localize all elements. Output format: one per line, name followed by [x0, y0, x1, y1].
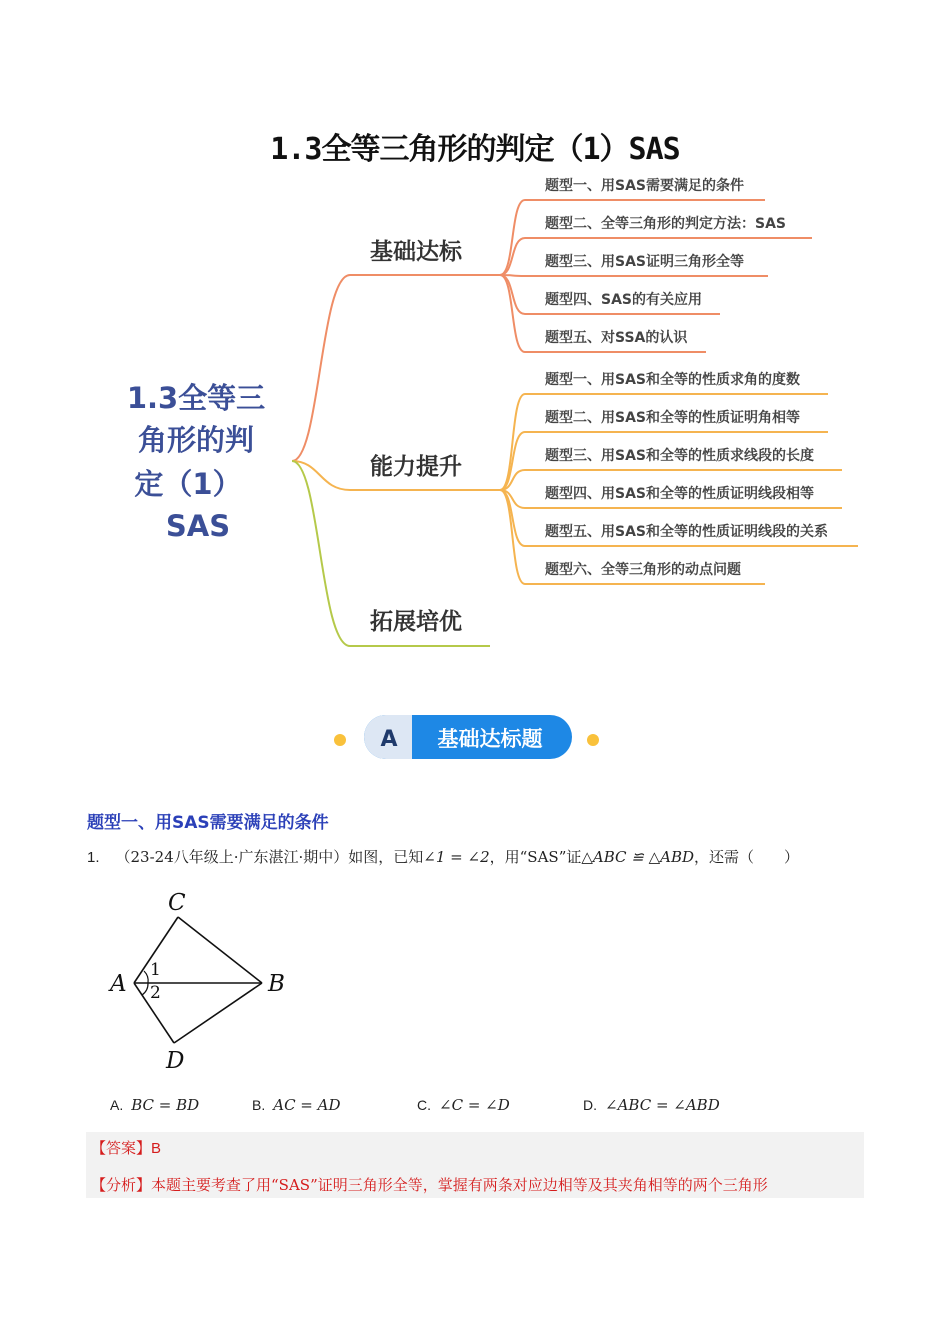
question-math-2: △ABC ≌ △ABD: [581, 848, 695, 866]
leaf-1-2: 题型二、全等三角形的判定方法：SAS: [545, 216, 787, 232]
question-text-3: ”证: [558, 848, 582, 866]
option-b[interactable]: [252, 1096, 341, 1114]
answer-options: [110, 1096, 870, 1120]
option-d[interactable]: [583, 1096, 720, 1114]
label-angle-2: 2: [150, 983, 161, 1003]
root-line-3: 定（1）: [134, 467, 242, 501]
branch-label-2: 能力提升: [370, 454, 462, 480]
leaf-2-2: 题型二、用SAS和全等的性质证明角相等: [545, 410, 800, 426]
banner-letter: A: [380, 727, 398, 752]
label-B: B: [268, 971, 285, 997]
banner-dot-right: [587, 734, 599, 746]
branch-1-leaves: [500, 177, 812, 352]
question-type-title: 题型一、用SAS需要满足的条件: [87, 813, 329, 833]
triangle-figure: [100, 885, 300, 1075]
option-d-expr: ∠ABC = ∠ABD: [605, 1096, 720, 1114]
answer-tag: 【答案】: [91, 1139, 152, 1157]
question-math-1: ∠1 = ∠2: [423, 848, 490, 866]
leaf-2-1: 题型一、用SAS和全等的性质求角的度数: [545, 372, 800, 388]
label-angle-1: 1: [150, 960, 161, 980]
option-c[interactable]: [417, 1096, 510, 1114]
analysis-text: 本题主要考查了用“SAS”证明三角形全等，掌握有两条对应边相等及其夹角相等的两个三角形: [151, 1176, 768, 1194]
option-a-expr: BC = BD: [131, 1096, 200, 1114]
analysis-line: [91, 1174, 768, 1195]
leaf-1-5: 题型五、对SSA的认识: [545, 330, 688, 346]
analysis-tag: 【分析】: [91, 1176, 152, 1194]
answer-line: [91, 1137, 161, 1158]
option-b-expr: AC = AD: [273, 1096, 341, 1114]
question-text-4: ，还需（ ）: [694, 848, 800, 866]
leaf-1-3: 题型三、用SAS证明三角形全等: [545, 254, 745, 270]
banner-label: 基础达标题: [437, 727, 543, 751]
branch-label-1: 基础达标: [370, 239, 462, 265]
root-line-4: SAS: [165, 509, 231, 543]
root-line-1: 1.3全等三: [126, 381, 266, 415]
option-c-expr: ∠C = ∠D: [439, 1096, 510, 1114]
leaf-2-5: 题型五、用SAS和全等的性质证明线段的关系: [545, 524, 828, 540]
leaf-1-4: 题型四、SAS的有关应用: [545, 292, 703, 308]
option-c-letter: C.: [417, 1097, 431, 1113]
label-A: A: [110, 971, 127, 997]
label-D: D: [166, 1048, 185, 1074]
leaf-2-6: 题型六、全等三角形的动点问题: [545, 562, 741, 578]
question-stem: [87, 846, 867, 867]
branch-2-leaves: [500, 371, 858, 584]
leaf-1-1: 题型一、用SAS需要满足的条件: [545, 178, 745, 194]
option-a[interactable]: [110, 1096, 199, 1114]
answer-box: [86, 1132, 864, 1198]
option-a-letter: A.: [110, 1097, 124, 1113]
label-C: C: [168, 890, 186, 916]
option-d-letter: D.: [583, 1097, 597, 1113]
root-line-2: 角形的判: [137, 423, 255, 457]
branch-connector-1: [292, 275, 500, 461]
banner-dot-left: [334, 734, 346, 746]
page-title: 1.3全等三角形的判定（1）SAS: [270, 132, 680, 167]
branch-label-3: 拓展培优: [370, 609, 462, 635]
mindmap-root: [127, 381, 265, 543]
question-text-1: （23-24八年级上·广东湛江·期中）如图，已知: [115, 848, 424, 866]
leaf-2-3: 题型三、用SAS和全等的性质求线段的长度: [545, 448, 814, 464]
question-sas: SAS: [527, 848, 559, 866]
question-text-2: ，用“: [489, 848, 528, 866]
answer-value: B: [151, 1140, 162, 1157]
option-b-letter: B.: [252, 1097, 266, 1113]
section-banner: [0, 705, 950, 769]
leaf-2-4: 题型四、用SAS和全等的性质证明线段相等: [545, 486, 814, 502]
question-number: 1.: [87, 849, 100, 866]
